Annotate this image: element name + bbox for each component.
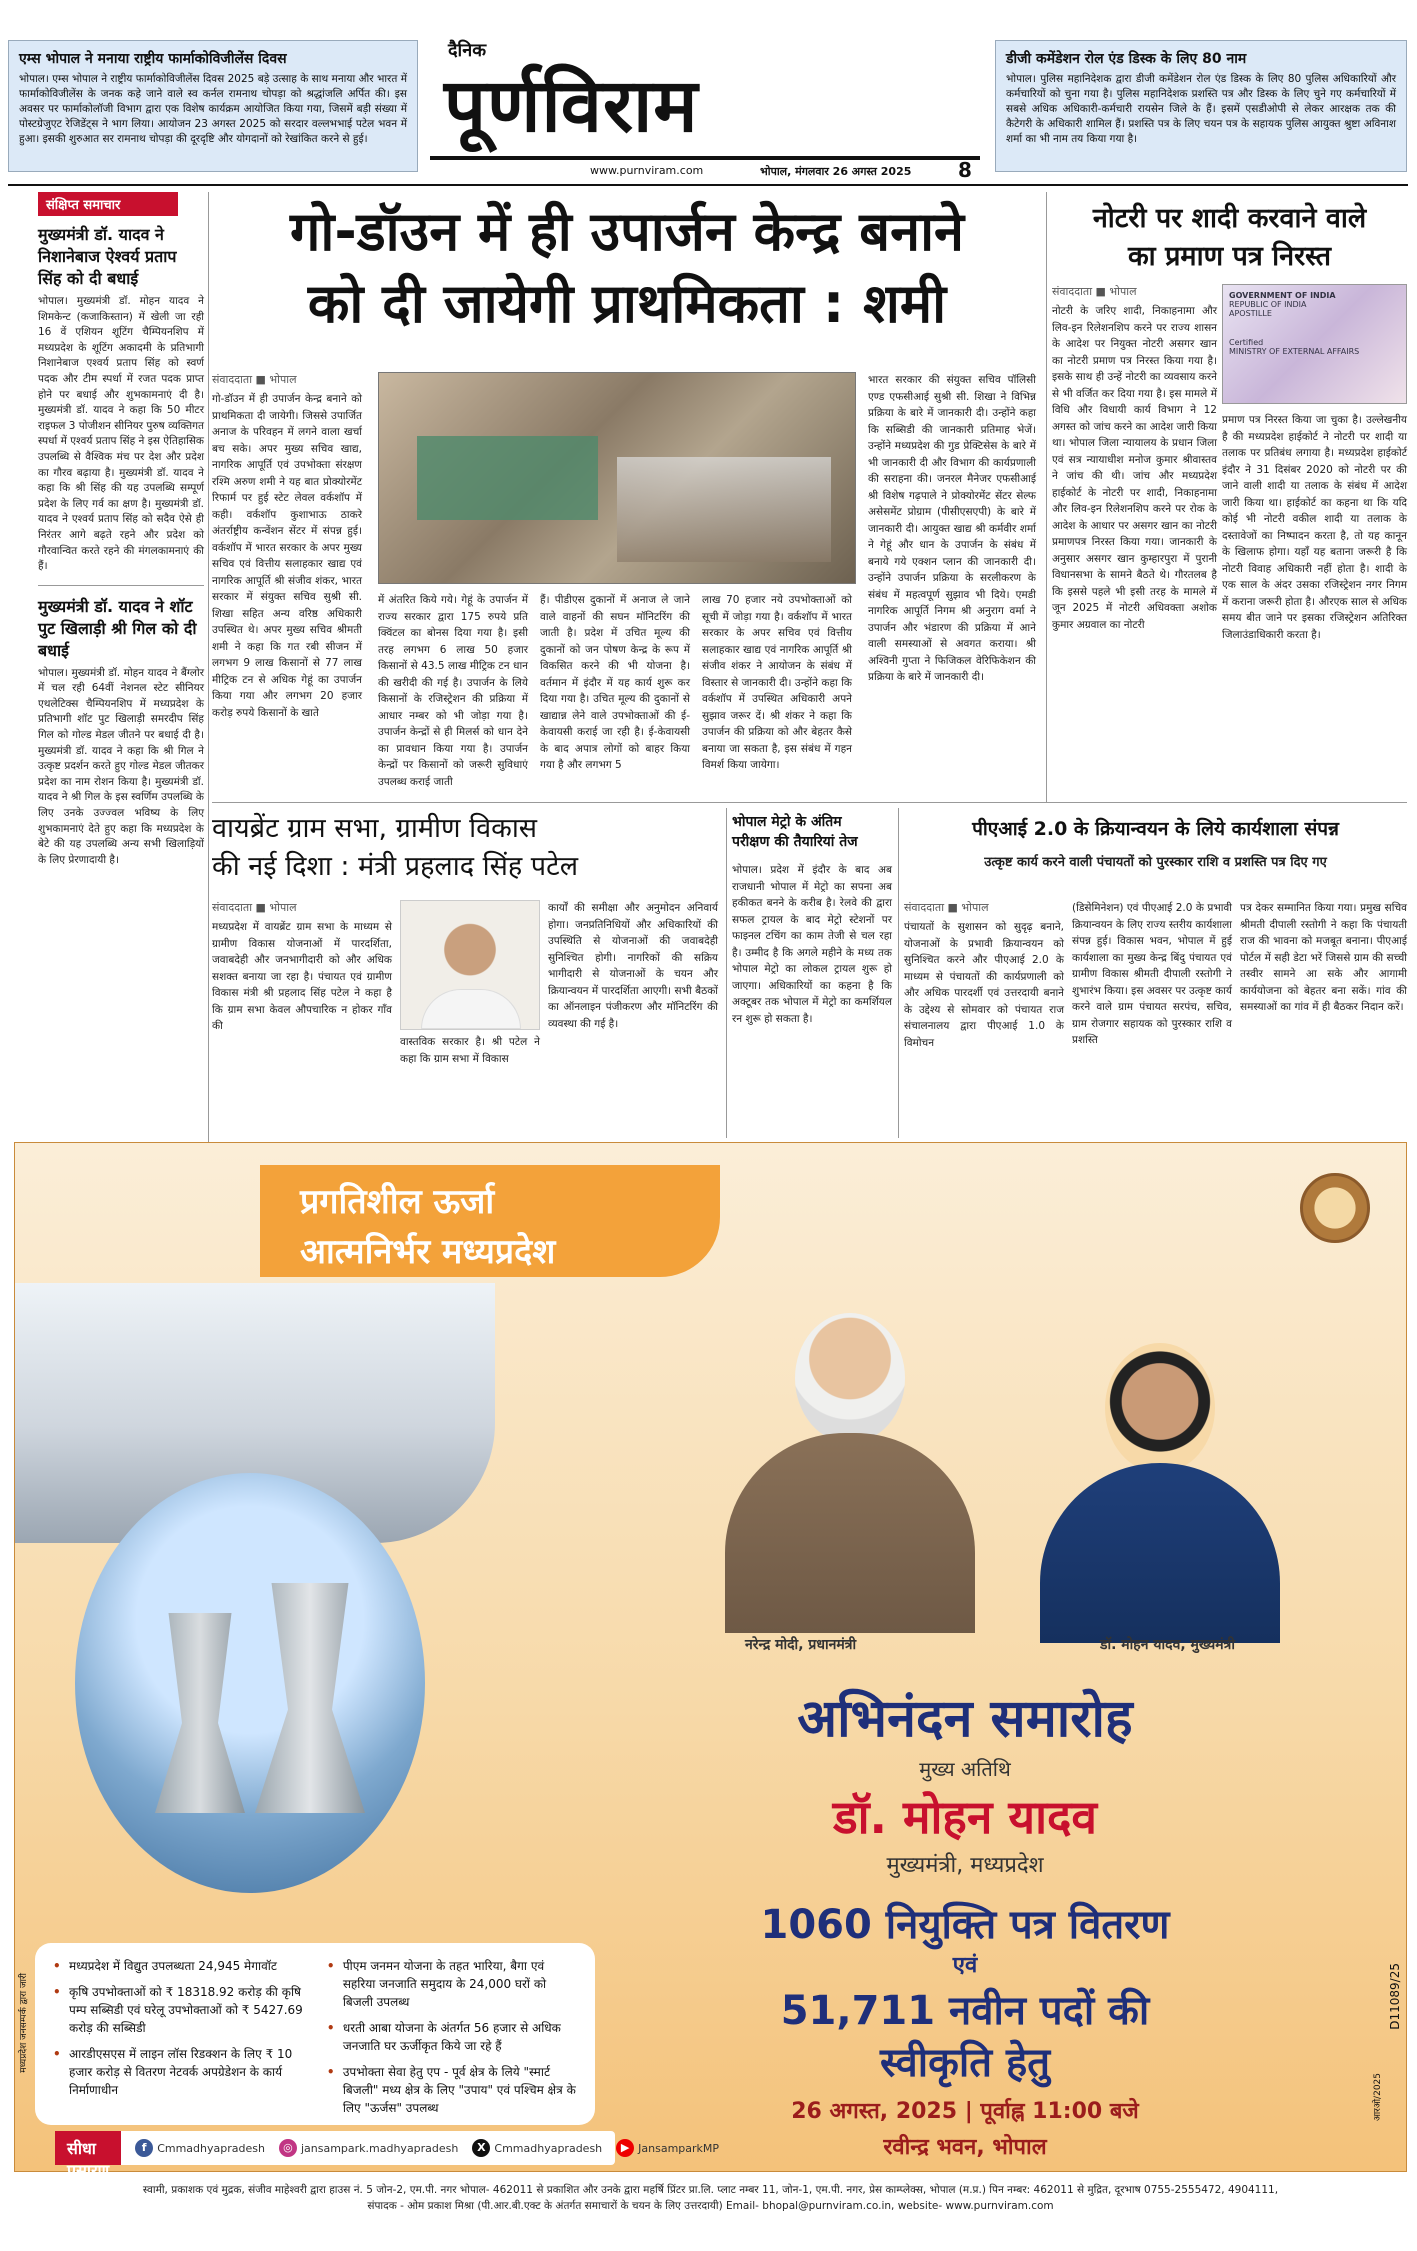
sidebar-divider: [38, 585, 204, 586]
ad-social-instagram-handle: jansampark.madhyapradesh: [300, 2141, 459, 2155]
ad-pm-portrait: [715, 1313, 985, 1633]
ad-side-note-right: आरओ/2025: [1373, 2073, 1383, 2122]
notary-col1-text: नोटरी के जरिए शादी, निकाहनामा और लिव-इन रिलेशनशिप करने पर राज्य शासन के आदेश पर नियुक्त नोटरी असगर खान का नोटरी प्रमाण पत्र निरस्त किया गया है। इसके साथ ही उन्हें नोटरी का व्यवसाय करने से भी वर्जित कर दिया गया है। इस मामले में विधि और विधायी कार्य विभाग ने 12 अगस्त को जांच करने का आदेश जारी किया था। भोपाल जिला न्यायालय के प्रधान जिला एवं सत्र न्यायाधीश मनोज कुमार श्रीवास्तव ने जांच की थी। जांच और मध्यप्रदेश हाईकोर्ट के नोटरी पर शादी, निकाहनामा और लिव-इन रिलेशनशिप करने पर रोक के आदेश के आधार पर असगर खान का नोटरी प्रमाणपत्र निरस्त किया गया। जानकारी के अनुसार असगर खान कुम्हारपुरा में पुरानी विधानसभा के सामने बैठते थे। गौरतलब है कि इससे पहले भी इसी तरह के मामले में जून 2025 में नोटरी अधिवक्ता अशोक कुमार अग्रवाल का नोटरी: [1052, 305, 1217, 631]
ad-bullets-right: [327, 1957, 577, 2115]
ad-social-x-handle: Cmmadhyapradesh: [494, 2141, 603, 2155]
pai-col1-text: पंचायतों के सुशासन को सुदृढ़ बनाने, योजनाओं के प्रभावी क्रियान्वयन को सुनिश्चित करने और पीएआई 2.0 के माध्यम से पंचायतों की कार्यप्रणाली को और अधिक पारदर्शी एवं उत्तरदायी बनाने के उद्देश्य से सोमवार को पंचायत राज संचालनालय द्वारा पीएआई 1.0 के विमोचन: [904, 921, 1064, 1049]
ad-venue: रवीन्द्र भवन, भोपाल: [883, 2135, 1047, 2160]
minister-portrait-shirt: [421, 989, 521, 1029]
ad-social-instagram[interactable]: [279, 2139, 458, 2157]
pai-byline: संवाददाता ■ भोपाल: [904, 901, 989, 914]
lead-col3: हैं। पीडीएस दुकानों में अनाज ले जाने वाले वाहनों की सघन मॉनिटरिंग की जाती है। प्रदेश में उचित मूल्य की दुकानों को जन पोषण केन्द्र के रूप में विकसित करने की भी योजना है। वर्तमान में इंदौर में यह कार्य शुरू कर दिया गया है। उचित मूल्य की दुकानों से खाद्यान्न लेने वाले उपभोक्ताओं की ई-केवायसी कराई जा रही है। ई-केवायसी के बाद अपात्र लोगों को बाहर किया गया है और लगभग 5: [540, 594, 690, 771]
lead-col4: लाख 70 हजार नये उपभोक्ताओं को सूची में जोड़ा गया है। वर्कशॉप में भारत सरकार के अपर सचिव एवं वित्तीय सलाहकार खाद्य एवं नागरिक आपूर्ति श्री संजीव शंकर ने आयोजन के संबंध में विस्तार से जानकारी दी। उन्होंने कहा कि वर्कशॉप में उपस्थित अधिकारी अपने सुझाव जरूर दें। श्री शंकर ने कहा कि उपार्जन की प्रक्रिया को और बेहतर कैसे बनाया जा सकता है, इस संबंध में गहन विमर्श किया जायेगा।: [702, 594, 852, 771]
pai-col3: पत्र देकर सम्मानित किया गया। प्रमुख सचिव श्रीमती दीपाली रस्तोगी ने कहा कि पंचायती राज की भावना को मजबूत बनाना। पीएआई पोर्टल में सही डेटा भरें जिससे ग्राम की सच्ची तस्वीर सामने आ सके और आगामी कार्ययोजना को बेहतर बना सकें। गांव की समस्याओं का गांव में ही बैठकर निदान करें।: [1240, 902, 1407, 1013]
left-ear-title: एम्स भोपाल ने मनाया राष्ट्रीय फार्माकोविजीलेंस दिवस: [19, 51, 287, 67]
ad-headline2-line2: स्वीकृति हेतु: [879, 2040, 1050, 2086]
gram-sabha-byline: संवाददाता ■ भोपाल: [212, 901, 297, 914]
lead-photo-audience: [617, 457, 831, 562]
ad-bullet-right-1: • पीएम जनमन योजना के तहत भारिया, बैगा एवं सहरिया जनजाति समुदाय के 24,000 घरों को बिजली उपलब्ध: [327, 1957, 577, 2011]
lead-headline: [212, 196, 1042, 340]
right-ear-box: [995, 40, 1407, 172]
notary-headline-line2: का प्रमाण पत्र निरस्त: [1127, 241, 1332, 272]
ad-bullet-left-2: • कृषि उपभोक्ताओं को ₹ 18318.92 करोड़ की कृषि पम्प सब्सिडी एवं घरेलू उपभोक्ताओं को ₹ 5427.69 करोड़ की सब्सिडी: [53, 1983, 313, 2037]
notary-doc-line5: MINISTRY OF EXTERNAL AFFAIRS: [1229, 347, 1360, 356]
ad-tower-right: [255, 1583, 365, 1813]
ad-and: एवं: [952, 1953, 978, 1978]
gram-sabha-headline-line2: की नई दिशा : मंत्री प्रहलाद सिंह पटेल: [212, 851, 579, 882]
notary-doc-line1: GOVERNMENT OF INDIA: [1229, 291, 1336, 300]
gram-metro-rule: [726, 808, 727, 1138]
ad-cm-jacket: [1040, 1463, 1280, 1643]
lead-col5: भारत सरकार की संयुक्त सचिव पॉलिसी एण्ड एफसीआई सुश्री सी. शिखा ने विभिन्न प्रक्रिया के बारे में जानकारी दी। उन्होंने कहा कि सब्सिडी की जानकारी प्रतिमाह भेजें। उन्होंने मध्यप्रदेश की गुड प्रेक्टिसेस के बारे में भी जानकारी दी और विभाग की कार्यप्रणाली की सराहना की। जनरल मैनेजर एफसीआई श्री विशेष गढ़पाले ने प्रोक्योरमेंट सेंटर सेल्फ असेसमेंट प्रोग्राम (पीसीएसएपी) के बारे में जानकारी दी। आयुक्त खाद्य श्री कर्मवीर शर्मा ने गेहूं और धान के उपार्जन के संबंध में बनाये गये एक्शन प्लान की जानकारी दी। उन्होंने उपार्जन प्रक्रिया के सरलीकरण के संबंध में महत्वपूर्ण सुझाव भी दिये। एमडी नागरिक आपूर्ति निगम श्री अनुराग वर्मा ने उपार्जन और भंडारण की प्रक्रिया में आने वाली समस्याओं से अवगत कराया। श्री अश्विनी गुप्ता ने फिजिकल वेरिफिकेशन की प्रक्रिया के बारे में जानकारी दी।: [868, 374, 1036, 683]
imprint: [14, 2182, 1407, 2214]
notary-headline-line1: नोटरी पर शादी करवाने वाले: [1092, 203, 1367, 234]
notary-document-photo: [1222, 284, 1407, 404]
ad-pm-caption: नरेन्द्र मोदी, प्रधानमंत्री: [745, 1637, 857, 1653]
ad-code: D11089/25: [1388, 1963, 1402, 2030]
ad-bullets-card: [35, 1943, 595, 2125]
lead-right-rule: [1046, 192, 1047, 802]
metro-headline: [732, 812, 892, 852]
ad-social-x[interactable]: [472, 2139, 602, 2157]
youtube-icon: ▶: [616, 2139, 634, 2157]
ad-social-facebook-handle: Cmmadhyapradesh: [157, 2141, 265, 2155]
metro-body: भोपाल। प्रदेश में इंदौर के बाद अब राजधानी भोपाल में मेट्रो का सपना अब हकीकत बनने के करीब है। रेलवे की द्वारा सफल ट्रायल के बाद मेट्रो स्टेशनों पर फाइनल टचिंग का काम तेजी से चल रहा है। उम्मीद है कि अगले महीने के मध्य तक भोपाल मेट्रो का लोकल ट्रायल शुरू हो जाएगा। अधिकारियों का कहना है कि अक्टूबर तक भोपाल में मेट्रो का कमर्शियल रन शुरू हो सकता है।: [732, 864, 892, 1025]
sidebar-story2-body: भोपाल। मुख्यमंत्री डॉ. मोहन यादव ने बैंग्लोर में चल रही 64वीं नेशनल स्टेट सीनियर एथलेटिक्स चैम्पियनशिप में मध्यप्रदेश के प्रतिभागी शॉट पुट खिलाड़ी समरदीप सिंह गिल को गोल्ड मेडल जीतने पर बधाई दी है। मुख्यमंत्री डॉ. यादव ने कहा कि श्री गिल ने उत्कृष्ट प्रदर्शन करते हुए गोल्ड मेडल जीतकर प्रदेश का नाम रोशन किया है। मुख्यमंत्री डॉ. यादव ने श्री गिल के इस स्वर्णिम उपलब्धि के लिए उनके उज्ज्वल भविष्य के लिए शुभकामनाएं देते हुए कहा कि मध्यप्रदेश के बेटे की यह उपलब्धि अन्य सभी खिलाड़ियों के लिए प्रेरणादायी है।: [38, 666, 204, 866]
notary-col2: प्रमाण पत्र निरस्त किया जा चुका है। उल्लेखनीय है की मध्यप्रदेश हाईकोर्ट ने नोटरी पर शादी या तलाक पर प्रतिबंध लगाया है। मध्यप्रदेश हाईकोर्ट इंदौर ने 31 दिसंबर 2020 को नोटरी पर की जाने वाली शादी या तलाक के संबंध में आदेश जारी किया था। हाईकोर्ट का कहना था कि यदि कोई भी नोटरी वकील शादी या तलाक के दस्तावेजों का निष्पादन करता है, तो यह कानून के खिलाफ होगा। यहाँ यह बताना जरूरी है कि नोटरी विवाह अधिकारी नहीं होता है। शादी के एक साल के अंदर उसका रजिस्ट्रेशन नगर निगम में कराना जरूरी होता है। औरएक साल से अधिक समय बीत जाने पर इसका रजिस्ट्रेशन अतिरिक्त जिलाउंडाधिकारी करता है।: [1222, 414, 1407, 641]
gram-sabha-caption: वास्तविक सरकार है। श्री पटेल ने कहा कि ग्राम सभा में विकास: [400, 1036, 540, 1065]
metro-headline-line2: परीक्षण की तैयारियां तेज: [732, 834, 858, 850]
ad-bullet-right-3: • उपभोक्ता सेवा हेतु एप - पूर्व क्षेत्र के लिये "स्मार्ट बिजली" मध्य क्षेत्र के लिए "उपाय" एवं पश्चिम क्षेत्र के लिए "ऊर्जस" उपलब्ध: [327, 2063, 577, 2117]
ad-bullet-left-1: • मध्यप्रदेश में विद्युत उपलब्धता 24,945 मेगावॉट: [53, 1957, 313, 1975]
right-ear-body: भोपाल। पुलिस महानिदेशक द्वारा डीजी कमेंडेशन रोल एंड डिस्क के लिए 80 पुलिस अधिकारियों और कर्मचारियों को चुना गया है। पुलिस महानिदेशक प्रशस्ति पत्र और डिस्क के लिए चुने गए कर्मचारियों में सबसे अधिक अधिकारी-कर्मचारी रायसेन जिले के हैं। इसमें एसडीओपी से लेकर आरक्षक तक की कैटेगरी के अधिकारी शामिल हैं। प्रशस्ति पत्र के लिए चयन पत्र के सहायक पुलिस आयुक्त श्रुष्टा अविनाश शर्मा का भी नाम तय किया गया है।: [1006, 73, 1396, 145]
ad-side-note-left: मध्यप्रदेश जनसम्पर्क द्वारा जारी: [19, 1973, 29, 2073]
facebook-icon: f: [135, 2139, 153, 2157]
ad-chief-guest-label: मुख्य अतिथि: [919, 1757, 1011, 1781]
pai-subhead: उत्कृष्ट कार्य करने वाली पंचायतों को पुरस्कार राशि व प्रशस्ति पत्र दिए गए: [984, 855, 1327, 870]
gram-sabha-headline: [212, 810, 732, 886]
imprint-line1: स्वामी, प्रकाशक एवं मुद्रक, संजीव माहेश्वरी द्वारा हाउस नं. 5 जोन-2, एम.पी. नगर भोपाल- 462011 से प्रकाशित और उनके द्वारा महर्षि प्रिंटर प्रा.लि. प्लाट नम्बर 11, जोन-1, एम.पी. नगर, प्रेस काम्प्लेक्स, भोपाल (म.प्र.) पिन नम्बर: 462011 से मुद्रित, दूरभाष 0755-2555472, 4904111,: [142, 2184, 1279, 2196]
ad-tower-left: [155, 1613, 245, 1813]
gram-sabha-col3: कार्यों की समीक्षा और अनुमोदन अनिवार्य होगा। जनप्रतिनिधियों और अधिकारियों की उपस्थिति से योजनाओं की जवाबदेही सुनिश्चित होगी। नागरिकों की सक्रिय भागीदारी से योजनाओं के चयन और क्रियान्वयन में पारदर्शिता आएगी। सभी बैठकों का ऑनलाइन पंजीकरण और मॉनिटरिंग की व्यवस्था की गई है।: [548, 902, 718, 1030]
ad-banner: [260, 1165, 720, 1277]
ad-bullet-right-2: • धरती आबा योजना के अंतर्गत 56 हजार से अधिक जनजाति घर ऊर्जीकृत किये जा रहे हैं: [327, 2019, 577, 2055]
lead-headline-line1: गो-डॉउन में ही उपार्जन केन्द्र बनाने: [289, 200, 965, 263]
notary-byline: संवाददाता ■ भोपाल: [1052, 285, 1137, 298]
mid-rule: [212, 802, 1407, 803]
left-ear-box: [8, 40, 418, 172]
ad-banner-line1: प्रगतिशील ऊर्जा: [300, 1182, 495, 1222]
notary-headline: [1052, 200, 1407, 276]
gram-sabha-col1-text: मध्यप्रदेश में वायब्रेंट ग्राम सभा के माध्यम से ग्रामीण विकास योजनाओं में पारदर्शिता, जवाबदेही और जनभागीदारी को और अधिक सशक्त बनाया जा रहा है। पंचायत एवं ग्रामीण विकास मंत्री श्री प्रहलाद सिंह पटेल ने कहा है कि ग्राम सभा केवल औपचारिक न होकर गाँव की: [212, 921, 392, 1032]
masthead-small-label: दैनिक: [448, 40, 487, 61]
ad-social-youtube[interactable]: [616, 2139, 719, 2157]
lead-photo: [378, 372, 856, 584]
ad-cm-portrait: [1025, 1343, 1295, 1643]
instagram-icon: ◎: [279, 2139, 297, 2157]
masthead: [430, 34, 980, 182]
notary-doc-line4: Certified: [1229, 338, 1264, 347]
government-ad: [14, 1142, 1407, 2180]
pai-headline: पीएआई 2.0 के क्रियान्वयन के लिये कार्यशाला संपन्न: [972, 818, 1339, 840]
lead-byline: संवाददाता ■ भोपाल: [212, 373, 297, 386]
ad-social-facebook[interactable]: [135, 2139, 265, 2157]
ad-cm-head: [1105, 1343, 1215, 1473]
metro-pai-rule: [898, 808, 899, 1138]
gram-sabha-headline-line1: वायब्रेंट ग्राम सभा, ग्रामीण विकास: [212, 813, 538, 844]
ad-headline2-line1: 51,711 नवीन पदों की: [780, 1988, 1150, 2034]
sidebar-story2-title: मुख्यमंत्री डॉ. यादव ने शॉट पुट खिलाड़ी श्री गिल को दी बधाई: [38, 596, 197, 660]
sidebar-story1-body: भोपाल। मुख्यमंत्री डॉ. मोहन यादव ने शिमकेन्ट (कजाकिस्तान) में खेली जा रही 16 वें एशियन शूटिंग चैम्पियनशिप में मध्यप्रदेश के शूटिंग अकादमी के प्रतिभागी निशानेबाज एश्वर्य प्रताप सिंह को स्वर्ण पदक और टीम स्पर्धा में रजत पदक प्राप्त होने पर बधाई और शुभकामनाएं दी है। मुख्यमंत्री डॉ. यादव ने कहा कि 50 मीटर राइफल 3 पोजीशन सीनियर पुरुष व्यक्तिगत स्पर्धा में एश्वर्य प्रताप सिंह ने इस ऐतिहासिक उपलब्धि से वैश्विक मंच पर देश और प्रदेश का गौरव बढ़ाया है। मुख्यमंत्री डॉ. यादव ने कहा कि श्री सिंह की यह उपलब्धि सम्पूर्ण प्रदेश के लिए गर्व का क्षण है। मुख्यमंत्री डॉ. यादव ने एश्वर्य प्रताप सिंह को सदैव ऐसे ही निरंतर आगे बढ़ते रहने और प्रदेश को गौरवान्वित करते रहने की मंगलकामनाएं की हैं।: [38, 295, 204, 573]
right-ear-title: डीजी कमेंडेशन रोल एंड डिस्क के लिए 80 नाम: [1006, 51, 1247, 67]
pai-col1: [904, 900, 1064, 1051]
metro-headline-line1: भोपाल मेट्रो के अंतिम: [732, 814, 842, 830]
masthead-dateline: भोपाल, मंगलवार 26 अगस्त 2025: [760, 165, 912, 178]
ad-pm-jacket: [725, 1433, 975, 1633]
notary-doc-line2: REPUBLIC OF INDIA: [1229, 300, 1307, 309]
masthead-website[interactable]: www.purnviram.com: [590, 164, 704, 177]
ad-footer-bar: [55, 2131, 720, 2180]
ad-chief-guest-name: डॉ. मोहन यादव: [832, 1790, 1097, 1844]
imprint-line2: संपादक - ओम प्रकाश मिश्रा (पी.आर.बी.एक्ट के अंतर्गत समाचारों के चयन के लिए उत्तरदायी) Email- bhopal@purnviram.co.in, website- www.purnviram.com: [367, 2200, 1054, 2212]
lead-headline-line2: को दी जायेगी प्राथमिकता : शमी: [307, 272, 947, 335]
sidebar-story1-title: मुख्यमंत्री डॉ. यादव ने निशानेबाज ऐश्वर्य प्रताप सिंह को दी बधाई: [38, 225, 177, 288]
lead-col2: में अंतरित किये गये। गेहूं के उपार्जन में राज्य सरकार द्वारा 175 रुपये प्रति क्विंटल का बोनस दिया गया है। इसी तरह लगभग 6 लाख 50 हजार किसानों से 43.5 लाख मीट्रिक टन धान की खरीदी की गई है। उपार्जन के लिये किसानों के रजिस्ट्रेशन की प्रक्रिया में आधार नम्बर को भी जोड़ा गया है। उपार्जन केन्द्रों से ही मिलर्स को धान देने का प्रावधान किया गया है। उपार्जन केन्द्रों पर किसानों को जरूरी सुविधाएं उपलब्ध कराई जाती: [378, 594, 528, 788]
masthead-bottom-rule: [8, 184, 1408, 186]
ad-bullet-left-3: • आरडीएसएस में लाइन लॉस रिडक्शन के लिए ₹ 10 हजार करोड़ से वितरण नेटवर्क अपग्रेडेशन के कार्य निर्माणाधीन: [53, 2045, 313, 2099]
ad-cooling-tower-image: [75, 1473, 425, 1893]
ad-datetime: 26 अगस्त, 2025 | पूर्वाह्न 11:00 बजे: [791, 2099, 1139, 2124]
sidebar-tag: संक्षिप्त समाचार: [38, 192, 178, 216]
notary-doc-line3: APOSTILLE: [1229, 309, 1272, 318]
ad-chief-guest-role: मुख्यमंत्री, मध्यप्रदेश: [886, 1853, 1044, 1878]
notary-col1: [1052, 284, 1217, 633]
masthead-rule: [430, 156, 980, 160]
ad-footer-brand: सीधा प्रसारण: [55, 2131, 121, 2165]
ad-bullets-left: [53, 1957, 313, 2111]
lead-photo-stage: [417, 436, 598, 520]
ad-social-youtube-handle: JansamparkMP: [638, 2141, 720, 2155]
ad-emblem-icon: [1300, 1173, 1370, 1243]
x-icon: X: [472, 2139, 490, 2157]
left-ear-body: भोपाल। एम्स भोपाल ने राष्ट्रीय फार्माकोविजीलेंस दिवस 2025 बड़े उत्साह के साथ मनाया और भारत में फार्माकोविजीलेंस के जनक कहे जाने वाले स्व कर्नल रामनाथ चोपड़ा को श्रद्धांजलि अर्पित की। इस अवसर पर फार्माकोलॉजी विभाग द्वारा एक विशेष कार्यक्रम आयोजित किया गया, जिसमें बड़ी संख्या में पोस्टग्रेजुएट रेजिडेंट्स ने भाग लिया। आयोजन 23 अगस्त 2025 को सरदार वल्लभभाई पटेल भवन में हुआ। इसकी शुरुआत सर रामनाथ चोपड़ा की दूरदृष्टि और योगदानों को रेखांकित करने से हुई।: [19, 73, 407, 145]
minister-portrait: [400, 900, 540, 1030]
ad-event-title: अभिनंदन समारोह: [797, 1689, 1133, 1749]
masthead-title: पूर्णविराम: [444, 63, 699, 149]
ad-banner-line2: आत्मनिर्भर मध्यप्रदेश: [300, 1232, 556, 1272]
pai-col2: (डिसेमिनेशन) एवं पीएआई 2.0 के प्रभावी क्रियान्वयन के लिए राज्य स्तरीय कार्यशाला संपन्न हुई। विकास भवन, भोपाल में हुई कार्यशाला का मुख्य केन्द्र बिंदु पंचायत एवं ग्रामीण विकास श्रीमती दीपाली रस्तोगी ने शुभारंभ किया। इस अवसर पर उत्कृष्ट कार्य करने वाले ग्राम पंचायत सरपंच, सचिव, ग्राम रोजगार सहायक को पुरस्कार राशि व प्रशस्ति: [1072, 902, 1232, 1046]
ad-headline1: 1060 नियुक्ति पत्र वितरण: [760, 1902, 1170, 1948]
gram-sabha-col1: [212, 900, 392, 1035]
page-number: 8: [958, 158, 972, 182]
lead-col1: [212, 372, 362, 721]
lead-col1-text: गो-डॉउन में ही उपार्जन केन्द्र बनाने को प्राथमिकता दी जायेगी। जिससे उपार्जित अनाज के परिवहन में लगने वाला खर्चा बच सके। अपर मुख्य सचिव खाद्य, नागरिक आपूर्ति एवं उपभोक्ता संरक्षण रश्मि अरुण शमी ने यह बात प्रोक्योरमेंट रिफार्म पर हुई स्टेट लेवल वर्कशॉप में कही। वर्कशॉप कुशाभाऊ ठाकरे अंतर्राष्ट्रीय कन्वेंशन सेंटर में संपन्न हुई। वर्कशॉप में भारत सरकार के अपर मुख्य सचिव एवं वित्तीय सलाहकार खाद्य एवं नागरिक आपूर्ति श्री संजीव शंकर, भारत सरकार में संयुक्त सचिव सुश्री सी. शिखा सहित अन्य वरिष्ठ अधिकारी उपस्थित थे। अपर मुख्य सचिव श्रीमती शमी ने कहा कि गत रबी सीजन में लगभग 9 लाख किसानों से 77 लाख मीट्रिक टन से अधिक गेहूं का उपार्जन किया गया और लगभग 20 हजार करोड़ रुपये किसानों के खाते: [212, 393, 362, 719]
ad-cm-caption: डॉ. मोहन यादव, मुख्यमंत्री: [1100, 1637, 1235, 1653]
ad-pm-head: [795, 1313, 905, 1443]
